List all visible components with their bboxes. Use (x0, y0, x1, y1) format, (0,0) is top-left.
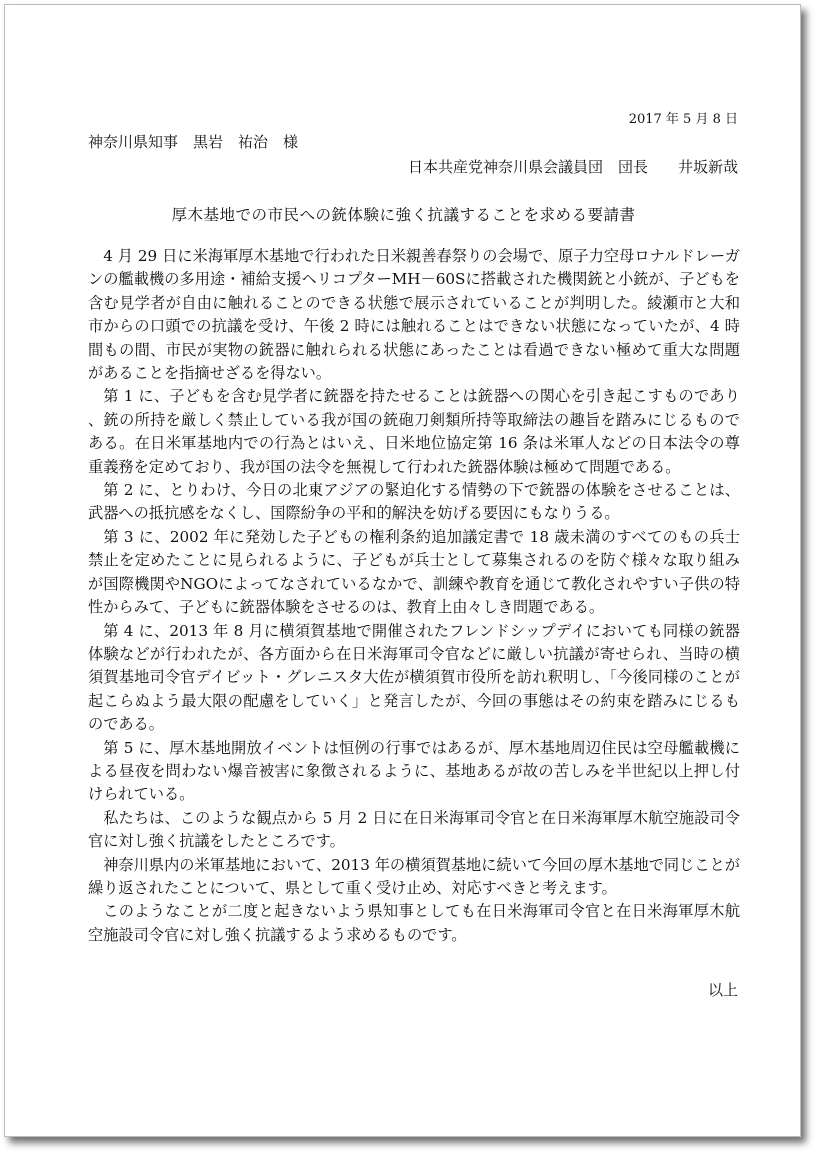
paragraph-point-5: 第 5 に、厚木基地開放イベントは恒例の行事ではあるが、厚木基地周辺住民は空母艦載機による昼夜を問わない爆音被害に象徴されるように、基地あるが故の苦しみを半世紀以上押し付けられている。 (88, 738, 740, 804)
paragraph-point-2: 第 2 に、とりわけ、今日の北東アジアの緊迫化する情勢の下で銃器の体験をさせることは、武器への抵抗感をなくし、国際紛争の平和的解決を妨げる要因にもなりうる。 (88, 481, 740, 523)
paragraph-request: このようなことが二度と起きないよう県知事としても在日米海軍司令官と在日米海軍厚木航空施設司令官に対し強く抗議するよう求めるものです。 (88, 902, 740, 944)
document-title: 厚木基地での市民への銃体験に強く抗議することを求める要請書 (171, 206, 636, 224)
document-date: 2017 年 5 月 8 日 (628, 112, 738, 127)
paragraph-point-1: 第 1 に、子どもを含む見学者に銃器を持たせることは銃器への関心を引き起こすものであり、銃の所持を厳しく禁止している我が国の銃砲刀剣類所持等取締法の趣旨を踏みにじるものである。在日米軍基地内での行為とはいえ、日米地位協定第 16 条は米軍人などの日本法令の尊重義務を定めており、我が国の法令を無視して行われた銃器体験は極めて問題である。 (88, 387, 740, 476)
addressee: 神奈川県知事 黒岩 祐治 様 (88, 133, 299, 151)
closing-mark: 以上 (707, 981, 738, 999)
paragraph-point-3: 第 3 に、2002 年に発効した子どもの権利条約追加議定書で 18 歳未満のすべてのもの兵士禁止を定めたことに見られるように、子どもが兵士として募集されるのを防ぐ様々な取り組みが国際機関やNGOによってなされているなかで、訓練や教育を通じて教化されやすい子供の特性からみて、子どもに銃器体験をさせるのは、教育上由々しき問題である。 (88, 527, 740, 617)
document-page (4, 4, 801, 1137)
sender: 日本共産党神奈川県会議員団 団長 井坂新哉 (407, 158, 738, 176)
document-body (88, 245, 740, 947)
paragraph-intro: 4 月 29 日に米海軍厚木基地で行われた日米親善春祭りの会場で、原子力空母ロナルドレーガンの艦載機の多用途・補給支援ヘリコプターMH－60Sに搭載された機関銃と小銃が、子どもを含む見学者が自由に触れることのできる状態で展示されていることが判明した。綾瀬市と大和市からの口頭での抗議を受け、午後 2 時には触れることはできない状態になっていたが、4 時間もの間、市民が実物の銃器に触れられる状態にあったことは看過できない極めて重大な問題があることを指摘せざるを得ない。 (88, 247, 740, 383)
paragraph-point-4: 第 4 に、2013 年 8 月に横須賀基地で開催されたフレンドシップデイにおいても同様の銃器体験などが行われたが、各方面から在日米海軍司令官などに厳しい抗議が寄せられ、当時の横須賀基地司令官デイビット・グレニスタ大佐が横須賀市役所を訪れ釈明し、「今後同様のことが起こらぬよう最大限の配慮をしていく」と発言したが、今回の事態はその約束を踏みにじるものである。 (88, 621, 740, 734)
paragraph-prefecture: 神奈川県内の米軍基地において、2013 年の横須賀基地に続いて今回の厚木基地で同じことが繰り返されたことについて、県として重く受け止め、対応すべきと考えます。 (88, 855, 740, 897)
paragraph-protest: 私たちは、このような観点から 5 月 2 日に在日米海軍司令官と在日米海軍厚木航空施設司令官に対し強く抗議をしたところです。 (88, 808, 740, 851)
